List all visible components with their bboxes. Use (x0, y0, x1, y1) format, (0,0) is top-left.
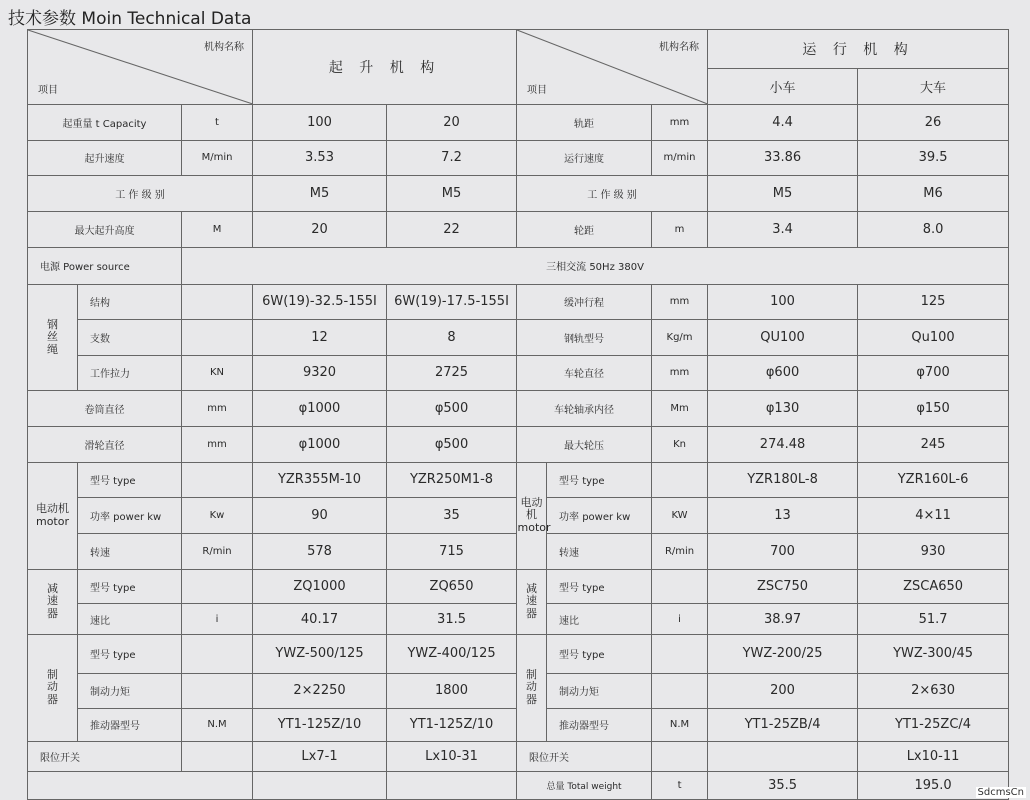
travel-pusher-type-label: 推动器型号 (547, 708, 652, 741)
travel-limit-switch-crane: Lx10-11 (858, 741, 1009, 772)
travel-speed-unit: m/min (652, 140, 708, 176)
brake-type-label: 型号 type (78, 635, 182, 674)
pulley-diameter-unit: mm (182, 427, 253, 463)
travel-brake-torque-trolley: 200 (708, 673, 858, 708)
brake-type-aux: YWZ-400/125 (387, 635, 517, 674)
drum-diameter-label: 卷筒直径 (28, 391, 182, 427)
item-label-right: 项目 (527, 84, 548, 96)
pusher-type-unit: N.M (182, 708, 253, 741)
rope-count-label: 支数 (78, 319, 182, 355)
motor-rpm-aux: 715 (387, 533, 517, 569)
capacity-aux: 20 (387, 104, 517, 140)
travel-reducer-type-unit (652, 569, 708, 604)
travel-brake-type-crane: YWZ-300/45 (858, 635, 1009, 674)
buffer-stroke-trolley: 100 (708, 284, 858, 319)
blank-cell (28, 772, 253, 800)
total-weight-unit: t (652, 772, 708, 800)
lift-speed-aux: 7.2 (387, 140, 517, 176)
travel-pusher-type-trolley: YT1-25ZB/4 (708, 708, 858, 741)
rail-type-label: 钢轨型号 (517, 319, 652, 355)
limit-switch-main: Lx7-1 (253, 741, 387, 772)
travel-duty-label: 工 作 级 别 (517, 176, 708, 212)
rope-tension-main: 9320 (253, 355, 387, 391)
travel-motor-type-crane: YZR160L-6 (858, 463, 1009, 498)
motor-power-unit: Kw (182, 497, 253, 533)
gauge-trolley: 4.4 (708, 104, 858, 140)
limit-switch-aux: Lx10-31 (387, 741, 517, 772)
travel-brake-type-trolley: YWZ-200/25 (708, 635, 858, 674)
lift-speed-label: 起升速度 (28, 140, 182, 176)
capacity-unit: t (182, 104, 253, 140)
wire-rope-group-label: 钢丝绳 (28, 284, 78, 390)
travel-brake-type-label: 型号 type (547, 635, 652, 674)
travel-mechanism-header: 运 行 机 构 (708, 30, 1009, 69)
drum-diameter-aux: φ500 (387, 391, 517, 427)
travel-brake-torque-unit (652, 673, 708, 708)
travel-speed-crane: 39.5 (858, 140, 1009, 176)
mechanism-name-label-right: 机构名称 (659, 42, 700, 53)
motor-power-main: 90 (253, 497, 387, 533)
motor-type-label: 型号 type (78, 463, 182, 498)
technical-data-table (27, 29, 1009, 800)
limit-switch-label: 限位开关 (28, 741, 182, 772)
item-label: 项目 (38, 84, 58, 96)
travel-reducer-group-label: 减速器 (517, 569, 547, 635)
brake-type-main: YWZ-500/125 (253, 635, 387, 674)
motor-rpm-main: 578 (253, 533, 387, 569)
max-lift-height-label: 最大起升高度 (28, 212, 182, 248)
travel-motor-type-unit (652, 463, 708, 498)
travel-reducer-ratio-crane: 51.7 (858, 604, 1009, 635)
motor-type-aux: YZR250M1-8 (387, 463, 517, 498)
max-wheel-load-crane: 245 (858, 427, 1009, 463)
pusher-type-aux: YT1-125Z/10 (387, 708, 517, 741)
rope-structure-label: 结构 (78, 284, 182, 319)
travel-duty-crane: M6 (858, 176, 1009, 212)
buffer-stroke-label: 缓冲行程 (517, 284, 652, 319)
travel-reducer-type-crane: ZSCA650 (858, 569, 1009, 604)
travel-limit-switch-unit (652, 741, 708, 772)
travel-reducer-type-trolley: ZSC750 (708, 569, 858, 604)
duty-class-aux: M5 (387, 176, 517, 212)
total-weight-label: 总量 Total weight (517, 772, 652, 800)
travel-motor-rpm-trolley: 700 (708, 533, 858, 569)
motor-group-label: 电动机 motor (28, 463, 78, 569)
page-title: 技术参数 Moin Technical Data (8, 9, 252, 29)
pulley-diameter-aux: φ500 (387, 427, 517, 463)
travel-pusher-type-crane: YT1-25ZC/4 (858, 708, 1009, 741)
bearing-diameter-unit: Mm (652, 391, 708, 427)
wheelbase-label: 轮距 (517, 212, 652, 248)
travel-pusher-type-unit: N.M (652, 708, 708, 741)
travel-reducer-ratio-unit: i (652, 604, 708, 635)
travel-limit-switch-label: 限位开关 (517, 741, 652, 772)
rope-structure-unit (182, 284, 253, 319)
power-source-label: 电源 Power source (28, 248, 182, 285)
crane-header: 大车 (858, 68, 1009, 104)
wheel-diameter-crane: φ700 (858, 355, 1009, 391)
rope-count-main: 12 (253, 319, 387, 355)
reducer-ratio-aux: 31.5 (387, 604, 517, 635)
pulley-diameter-label: 滑轮直径 (28, 427, 182, 463)
watermark: SdcmsCn (977, 787, 1024, 798)
drum-diameter-main: φ1000 (253, 391, 387, 427)
travel-motor-rpm-unit: R/min (652, 533, 708, 569)
duty-class-label: 工 作 级 别 (28, 176, 253, 212)
travel-duty-trolley: M5 (708, 176, 858, 212)
mechanism-name-label: 机构名称 (204, 42, 245, 53)
travel-motor-group-label: 电动机 motor (517, 463, 547, 569)
gauge-label: 轨距 (517, 104, 652, 140)
rope-count-aux: 8 (387, 319, 517, 355)
travel-motor-rpm-crane: 930 (858, 533, 1009, 569)
travel-brake-group-label: 制动器 (517, 635, 547, 741)
reducer-ratio-unit: i (182, 604, 253, 635)
brake-torque-label: 制动力矩 (78, 673, 182, 708)
lift-speed-main: 3.53 (253, 140, 387, 176)
reducer-type-main: ZQ1000 (253, 569, 387, 604)
limit-switch-unit (182, 741, 253, 772)
blank-cell (387, 772, 517, 800)
gauge-unit: mm (652, 104, 708, 140)
bearing-diameter-trolley: φ130 (708, 391, 858, 427)
hoist-mechanism-header: 起 升 机 构 (253, 30, 517, 105)
travel-motor-power-trolley: 13 (708, 497, 858, 533)
travel-limit-switch-trolley (708, 741, 858, 772)
rope-tension-unit: KN (182, 355, 253, 391)
reducer-type-unit (182, 569, 253, 604)
rail-type-trolley: QU100 (708, 319, 858, 355)
max-lift-height-aux: 22 (387, 212, 517, 248)
drum-diameter-unit: mm (182, 391, 253, 427)
travel-motor-power-label: 功率 power kw (547, 497, 652, 533)
travel-brake-torque-crane: 2×630 (858, 673, 1009, 708)
rope-tension-aux: 2725 (387, 355, 517, 391)
bearing-diameter-label: 车轮轴承内径 (517, 391, 652, 427)
reducer-type-aux: ZQ650 (387, 569, 517, 604)
travel-motor-power-crane: 4×11 (858, 497, 1009, 533)
travel-reducer-ratio-trolley: 38.97 (708, 604, 858, 635)
pusher-type-label: 推动器型号 (78, 708, 182, 741)
rail-type-unit: Kg/m (652, 319, 708, 355)
travel-brake-type-unit (652, 635, 708, 674)
brake-torque-unit (182, 673, 253, 708)
capacity-main: 100 (253, 104, 387, 140)
travel-motor-rpm-label: 转速 (547, 533, 652, 569)
motor-power-aux: 35 (387, 497, 517, 533)
pulley-diameter-main: φ1000 (253, 427, 387, 463)
pusher-type-main: YT1-125Z/10 (253, 708, 387, 741)
bearing-diameter-crane: φ150 (858, 391, 1009, 427)
wheel-diameter-unit: mm (652, 355, 708, 391)
motor-type-unit (182, 463, 253, 498)
reducer-type-label: 型号 type (78, 569, 182, 604)
travel-motor-power-unit: KW (652, 497, 708, 533)
travel-motor-type-trolley: YZR180L-8 (708, 463, 858, 498)
buffer-stroke-unit: mm (652, 284, 708, 319)
power-source-value: 三相交流 50Hz 380V (182, 248, 1009, 285)
rope-count-unit (182, 319, 253, 355)
reducer-group-label: 减速器 (28, 569, 78, 635)
duty-class-main: M5 (253, 176, 387, 212)
travel-motor-type-label: 型号 type (547, 463, 652, 498)
max-lift-height-main: 20 (253, 212, 387, 248)
max-wheel-load-label: 最大轮压 (517, 427, 652, 463)
travel-speed-trolley: 33.86 (708, 140, 858, 176)
wheel-diameter-label: 车轮直径 (517, 355, 652, 391)
motor-type-main: YZR355M-10 (253, 463, 387, 498)
capacity-label: 起重量 t Capacity (28, 104, 182, 140)
lift-speed-unit: M/min (182, 140, 253, 176)
rope-tension-label: 工作拉力 (78, 355, 182, 391)
brake-group-label: 制动器 (28, 635, 78, 741)
reducer-ratio-main: 40.17 (253, 604, 387, 635)
brake-type-unit (182, 635, 253, 674)
buffer-stroke-crane: 125 (858, 284, 1009, 319)
wheelbase-trolley: 3.4 (708, 212, 858, 248)
trolley-header: 小车 (708, 68, 858, 104)
travel-brake-torque-label: 制动力矩 (547, 673, 652, 708)
motor-rpm-label: 转速 (78, 533, 182, 569)
wheelbase-unit: m (652, 212, 708, 248)
total-weight-trolley: 35.5 (708, 772, 858, 800)
left-header-cell (28, 30, 253, 105)
max-wheel-load-unit: Kn (652, 427, 708, 463)
travel-reducer-ratio-label: 速比 (547, 604, 652, 635)
brake-torque-main: 2×2250 (253, 673, 387, 708)
travel-speed-label: 运行速度 (517, 140, 652, 176)
rope-structure-aux: 6W(19)-17.5-155I (387, 284, 517, 319)
right-header-cell (517, 30, 708, 105)
motor-power-label: 功率 power kw (78, 497, 182, 533)
brake-torque-aux: 1800 (387, 673, 517, 708)
wheelbase-crane: 8.0 (858, 212, 1009, 248)
max-lift-height-unit: M (182, 212, 253, 248)
reducer-ratio-label: 速比 (78, 604, 182, 635)
total-weight-crane: 195.0 (858, 772, 1009, 800)
blank-cell (253, 772, 387, 800)
wheel-diameter-trolley: φ600 (708, 355, 858, 391)
rail-type-crane: Qu100 (858, 319, 1009, 355)
rope-structure-main: 6W(19)-32.5-155I (253, 284, 387, 319)
gauge-crane: 26 (858, 104, 1009, 140)
travel-reducer-type-label: 型号 type (547, 569, 652, 604)
max-wheel-load-trolley: 274.48 (708, 427, 858, 463)
motor-rpm-unit: R/min (182, 533, 253, 569)
